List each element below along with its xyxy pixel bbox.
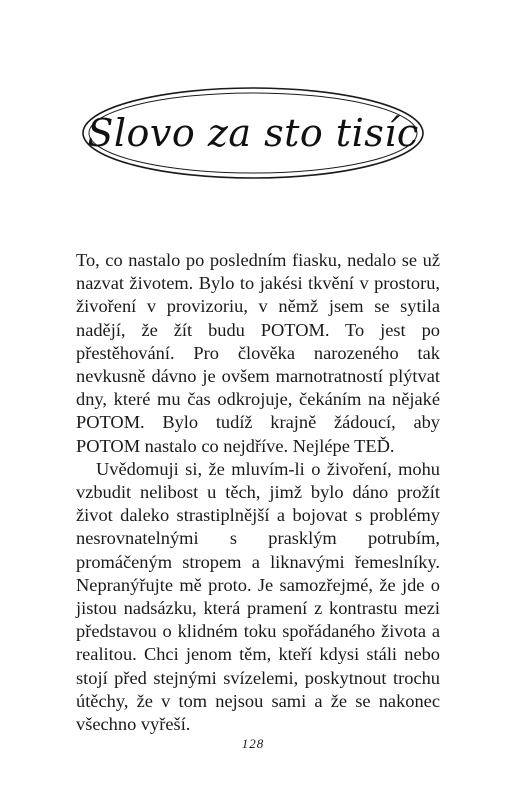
body-text (76, 249, 440, 736)
paragraph-2: Uvědomuji si, že mluvím-li o živoření, mohu vzbudit nelibost u těch, jimž bylo dáno prožít život daleko strastiplnější a bojovat s problémy nesrovnatelnými s prasklým potrubím, promáčeným stropem a liknavými řemeslníky. Nepranýřujte mě proto. Je samozřejmé, že jde o jistou nadsázku, která pramení z kontrastu mezi představou o klidném toku spořádaného života a realitou. Chci jenom těm, kteří kdysi stáli nebo stojí před stejnými svízelemi, poskytnout trochu útěchy, že v tom nejsou sami a že se nakonec všechno vyřeší. (76, 458, 440, 735)
page-number: 128 (241, 736, 265, 751)
paragraph-1: To, co nastalo po posledním fiasku, nedalo se už nazvat životem. Bylo to jakési tkvění v prostoru, živoření v provizoriu, v němž jsem se sytila nadějí, že žít budu POTOM. To jest po přestěhování. Pro člověka narozeného tak nevkusně dávno je ovšem marnotratností plýtvat dny, které mu čas odkrojuje, čekáním na nějaké POTOM. Bylo tudíž krajně žádoucí, aby POTOM nastalo co nejdříve. Nejlépe TEĎ. (76, 250, 440, 456)
chapter-title: Slovo za sto tisíc (87, 111, 419, 155)
chapter-title-frame (80, 85, 426, 181)
